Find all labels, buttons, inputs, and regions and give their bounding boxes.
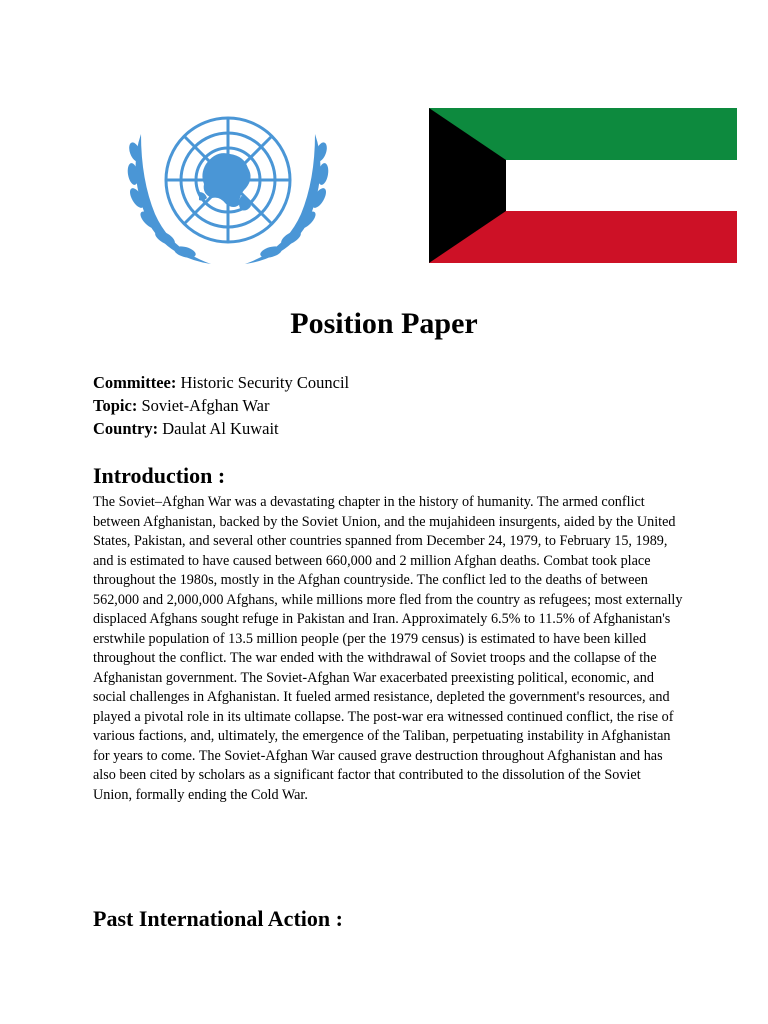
- country-label: Country:: [93, 419, 159, 438]
- committee-label: Committee:: [93, 373, 177, 392]
- committee-value: Historic Security Council: [180, 373, 350, 392]
- topic-value: Soviet-Afghan War: [141, 396, 270, 415]
- un-emblem-icon: [121, 104, 335, 270]
- introduction-body: The Soviet–Afghan War was a devastating chapter in the history of humanity. The armed conflict between Afghanistan, backed by the Soviet Union, and the mujahideen insurgents, aided by the United States, Pakistan, and several other countries spanned from December 24, 1979, to February 15, 1989, and is estimated to have caused between 660,000 and 2 million Afghan deaths. Combat took place throughout the 1980s, mostly in the Afghan countryside. The conflict led to the deaths of between 562,000 and 2,000,000 Afghans, while millions more fled from the country as refugees; most externally displaced Afghans sought refuge in Pakistan and Iran. Approximately 6.5% to 11.5% of Afghanistan's erstwhile population of 13.5 million people (per the 1979 census) is estimated to have been killed throughout the conflict. The war ended with the withdrawal of Soviet troops and the collapse of the Afghanistan government. The Soviet-Afghan War exacerbated preexisting political, economic, and social challenges in Afghanistan. It fueled armed resistance, depleted the government's resources, and played a pivotal role in its ultimate collapse. The post-war era witnessed continued conflict, the rise of various factions, and, ultimately, the emergence of the Taliban, perpetuating instability in Afghanistan for years to come. The Soviet-Afghan War caused grave destruction throughout Afghanistan and has also been cited by scholars as a significant factor that contributed to the dissolution of the Soviet Union, formally ending the Cold War.: [93, 494, 683, 803]
- past-international-action-heading: Past International Action :: [93, 906, 343, 931]
- page-title: Position Paper: [290, 307, 478, 340]
- country-value: Daulat Al Kuwait: [162, 419, 279, 438]
- topic-label: Topic:: [93, 396, 138, 415]
- country-row: [93, 417, 349, 440]
- introduction-heading: Introduction :: [93, 463, 226, 488]
- topic-row: [93, 394, 349, 417]
- document-metadata: [93, 371, 349, 440]
- kuwait-flag-icon: [429, 108, 737, 263]
- committee-row: [93, 371, 349, 394]
